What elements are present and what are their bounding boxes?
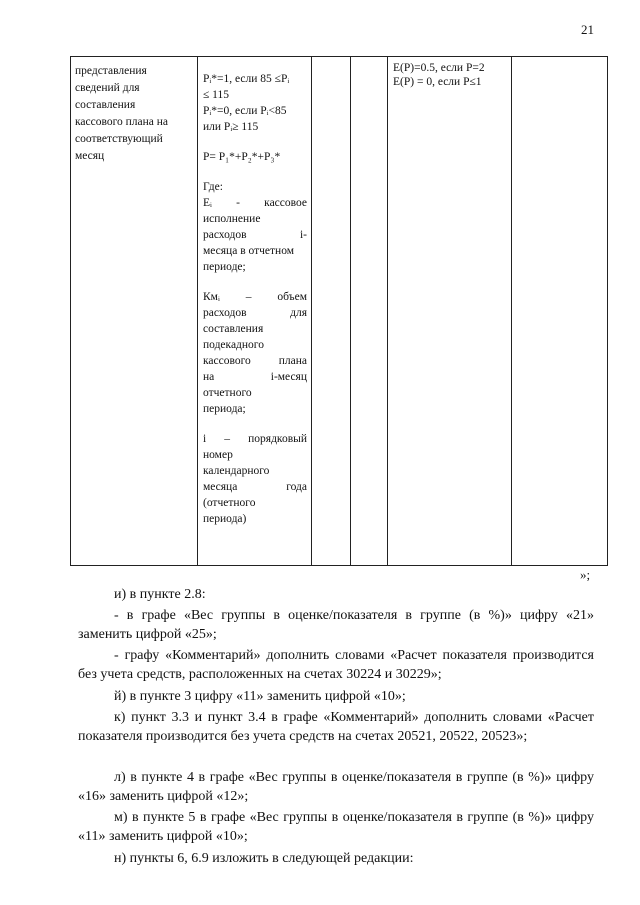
column-divider [387, 57, 388, 565]
cell-line: сведений для [75, 82, 140, 94]
definition-line: периода; [203, 403, 246, 415]
definition-line: расходов i- [203, 229, 307, 241]
formula-line: P= P₁*+P₂*+P₃* [203, 151, 281, 163]
score-line: E(P) = 0, если P≤1 [393, 76, 482, 88]
definition-line: отчетного [203, 387, 252, 399]
definition-line: составления [203, 323, 264, 335]
cell-line: месяц [75, 150, 105, 162]
definition-line: месяца года [203, 481, 307, 493]
definition-line: периоде; [203, 261, 246, 273]
paragraph: и) в пункте 2.8: [114, 587, 206, 602]
definition-line: кассового плана [203, 355, 307, 367]
definition-line: на i-месяц [203, 371, 307, 383]
cell-line: соответствующий [75, 133, 163, 145]
paragraph: м) в пункте 5 в графе «Вес группы в оценке/показателя в группе (в %)» цифру «11» заменить цифрой «10»; [78, 810, 594, 844]
definition-line: расходов для [203, 307, 307, 319]
definition-line: Eᵢ - кассовое [203, 197, 307, 209]
cell-line: составления [75, 99, 136, 111]
score-cell [393, 61, 513, 89]
formula-cell [203, 71, 307, 527]
column-divider [350, 57, 351, 565]
paragraph: й) в пункте 3 цифру «11» заменить цифрой «10»; [114, 689, 406, 704]
definition-line: i – порядковый [203, 433, 307, 445]
formula-line: или Pᵢ≥ 115 [203, 121, 259, 133]
column-divider [311, 57, 312, 565]
paragraph: к) пункт 3.3 и пункт 3.4 в графе «Комментарий» дополнить словами «Расчет показателя производится без учета средств на счетах 20521, 20522, 20523»; [78, 710, 594, 744]
cell-line: представления [75, 65, 147, 77]
formula-line: ≤ 115 [203, 89, 230, 101]
column-divider [511, 57, 512, 565]
closing-quote: »; [580, 567, 591, 582]
paragraph: н) пункты 6, 6.9 изложить в следующей редакции: [114, 851, 414, 866]
definition-line: Кмᵢ – объем [203, 291, 307, 303]
table-fragment [70, 56, 608, 566]
definition-line: периода) [203, 513, 247, 525]
cell-line: кассового плана на [75, 116, 169, 128]
score-line: E(P)=0.5, если P=2 [393, 62, 485, 74]
definition-line: номер [203, 449, 233, 461]
definition-line: календарного [203, 465, 270, 477]
formula-line: Pᵢ*=0, если Pᵢ<85 [203, 105, 287, 117]
page-number: 21 [581, 22, 594, 37]
paragraph: - графу «Комментарий» дополнить словами «Расчет показателя производится без учета средств, расположенных на счетах 30224 и 30229»; [78, 648, 594, 682]
definition-line: месяца в отчетном [203, 245, 295, 257]
definition-line: (отчетного [203, 497, 256, 509]
definition-line: подекадного [203, 339, 264, 351]
paragraph: л) в пункте 4 в графе «Вес группы в оценке/показателя в группе (в %)» цифру «16» заменить цифрой «12»; [78, 770, 594, 804]
formula-line: Где: [203, 181, 223, 193]
formula-line: Pᵢ*=1, если 85 ≤Pᵢ [203, 73, 290, 85]
definition-line: исполнение [203, 213, 261, 225]
indicator-name-cell [75, 63, 191, 165]
paragraph: - в графе «Вес группы в оценке/показателя в группе (в %)» цифру «21» заменить цифрой «25»; [78, 608, 594, 642]
column-divider [197, 57, 198, 565]
